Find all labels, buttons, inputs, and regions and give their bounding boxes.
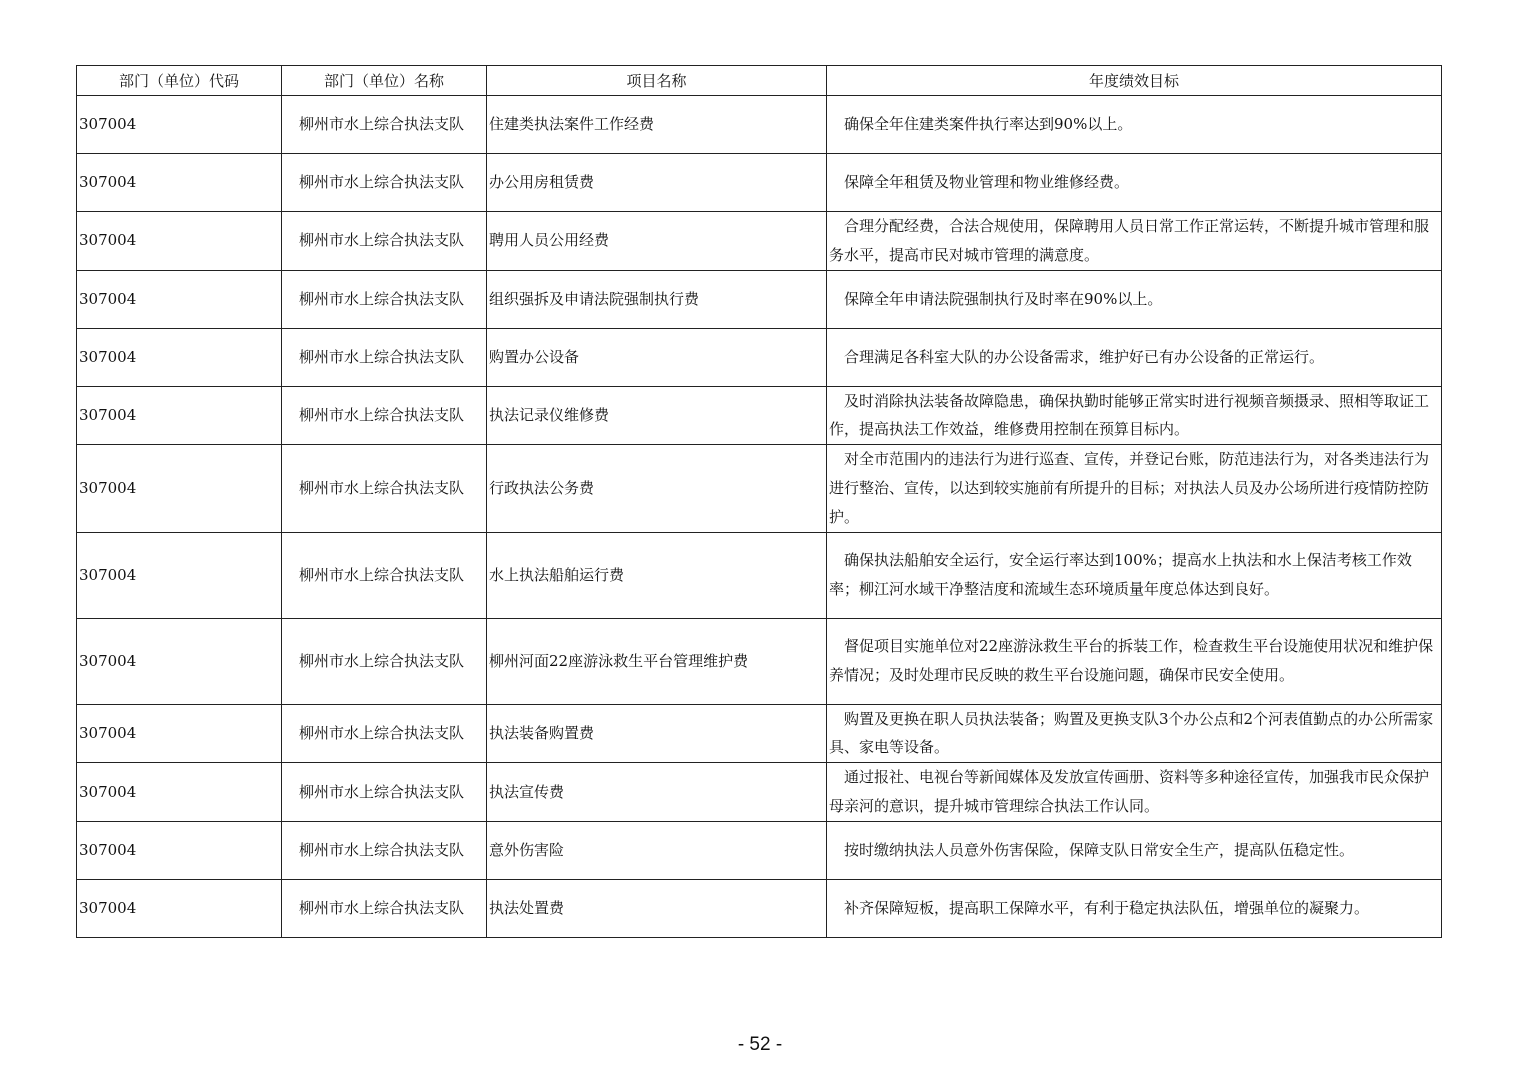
dept-code-cell: 307004 [77, 763, 282, 822]
dept-code-cell: 307004 [77, 445, 282, 532]
dept-code-cell: 307004 [77, 96, 282, 154]
page-number: - 52 - [737, 1034, 783, 1055]
table-row [77, 328, 1442, 386]
performance-goal-cell: 督促项目实施单位对22座游泳救生平台的拆装工作，检查救生平台设施使用状况和维护保养情况；及时处理市民反映的救生平台设施问题，确保市民安全使用。 [827, 618, 1442, 704]
dept-code-cell: 307004 [77, 270, 282, 328]
performance-table [76, 65, 1442, 938]
dept-code-cell: 307004 [77, 386, 282, 445]
table-row [77, 445, 1442, 532]
header-dept-name: 部门（单位）名称 [282, 66, 487, 96]
dept-name-cell: 柳州市水上综合执法支队 [282, 879, 487, 937]
header-dept-code: 部门（单位）代码 [77, 66, 282, 96]
project-name-cell: 行政执法公务费 [487, 445, 827, 532]
dept-name-cell: 柳州市水上综合执法支队 [282, 821, 487, 879]
project-name-cell: 执法宣传费 [487, 763, 827, 822]
table-row [77, 821, 1442, 879]
table-row [77, 879, 1442, 937]
table-row [77, 618, 1442, 704]
project-name-cell: 办公用房租赁费 [487, 154, 827, 212]
dept-code-cell: 307004 [77, 618, 282, 704]
project-name-cell: 执法记录仪维修费 [487, 386, 827, 445]
table-row [77, 532, 1442, 618]
performance-goal-cell: 通过报社、电视台等新闻媒体及发放宣传画册、资料等多种途径宣传，加强我市民众保护母亲河的意识，提升城市管理综合执法工作认同。 [827, 763, 1442, 822]
project-name-cell: 水上执法船舶运行费 [487, 532, 827, 618]
project-name-cell: 聘用人员公用经费 [487, 212, 827, 271]
performance-goal-cell: 保障全年租赁及物业管理和物业维修经费。 [827, 154, 1442, 212]
project-name-cell: 购置办公设备 [487, 328, 827, 386]
dept-name-cell: 柳州市水上综合执法支队 [282, 532, 487, 618]
dept-code-cell: 307004 [77, 879, 282, 937]
dept-name-cell: 柳州市水上综合执法支队 [282, 386, 487, 445]
dept-code-cell: 307004 [77, 821, 282, 879]
dept-name-cell: 柳州市水上综合执法支队 [282, 96, 487, 154]
header-project-name: 项目名称 [487, 66, 827, 96]
dept-name-cell: 柳州市水上综合执法支队 [282, 445, 487, 532]
performance-goal-cell: 按时缴纳执法人员意外伤害保险，保障支队日常安全生产，提高队伍稳定性。 [827, 821, 1442, 879]
dept-code-cell: 307004 [77, 154, 282, 212]
table-row [77, 154, 1442, 212]
table-row [77, 386, 1442, 445]
table-row [77, 212, 1442, 271]
project-name-cell: 柳州河面22座游泳救生平台管理维护费 [487, 618, 827, 704]
dept-code-cell: 307004 [77, 532, 282, 618]
performance-goal-cell: 保障全年申请法院强制执行及时率在90%以上。 [827, 270, 1442, 328]
dept-name-cell: 柳州市水上综合执法支队 [282, 704, 487, 763]
project-name-cell: 组织强拆及申请法院强制执行费 [487, 270, 827, 328]
table-header-row [77, 66, 1442, 96]
performance-goal-cell: 确保全年住建类案件执行率达到90%以上。 [827, 96, 1442, 154]
dept-name-cell: 柳州市水上综合执法支队 [282, 618, 487, 704]
dept-code-cell: 307004 [77, 704, 282, 763]
performance-goal-cell: 合理满足各科室大队的办公设备需求，维护好已有办公设备的正常运行。 [827, 328, 1442, 386]
project-name-cell: 执法装备购置费 [487, 704, 827, 763]
table-row [77, 704, 1442, 763]
table-row [77, 270, 1442, 328]
header-annual-goal: 年度绩效目标 [827, 66, 1442, 96]
project-name-cell: 住建类执法案件工作经费 [487, 96, 827, 154]
project-name-cell: 意外伤害险 [487, 821, 827, 879]
performance-goal-cell: 确保执法船舶安全运行，安全运行率达到100%；提高水上执法和水上保洁考核工作效率；柳江河水域干净整洁度和流域生态环境质量年度总体达到良好。 [827, 532, 1442, 618]
performance-goal-cell: 补齐保障短板，提高职工保障水平，有利于稳定执法队伍，增强单位的凝聚力。 [827, 879, 1442, 937]
performance-goal-cell: 合理分配经费，合法合规使用，保障聘用人员日常工作正常运转，不断提升城市管理和服务水平，提高市民对城市管理的满意度。 [827, 212, 1442, 271]
table-row [77, 96, 1442, 154]
dept-name-cell: 柳州市水上综合执法支队 [282, 270, 487, 328]
dept-name-cell: 柳州市水上综合执法支队 [282, 154, 487, 212]
table-row [77, 763, 1442, 822]
dept-code-cell: 307004 [77, 212, 282, 271]
performance-goal-cell: 对全市范围内的违法行为进行巡查、宣传，并登记台账，防范违法行为，对各类违法行为进行整治、宣传，以达到较实施前有所提升的目标；对执法人员及办公场所进行疫情防控防护。 [827, 445, 1442, 532]
dept-name-cell: 柳州市水上综合执法支队 [282, 328, 487, 386]
dept-name-cell: 柳州市水上综合执法支队 [282, 212, 487, 271]
performance-goal-cell: 及时消除执法装备故障隐患，确保执勤时能够正常实时进行视频音频摄录、照相等取证工作，提高执法工作效益，维修费用控制在预算目标内。 [827, 386, 1442, 445]
dept-name-cell: 柳州市水上综合执法支队 [282, 763, 487, 822]
project-name-cell: 执法处置费 [487, 879, 827, 937]
dept-code-cell: 307004 [77, 328, 282, 386]
performance-goal-cell: 购置及更换在职人员执法装备；购置及更换支队3个办公点和2个河表值勤点的办公所需家具、家电等设备。 [827, 704, 1442, 763]
